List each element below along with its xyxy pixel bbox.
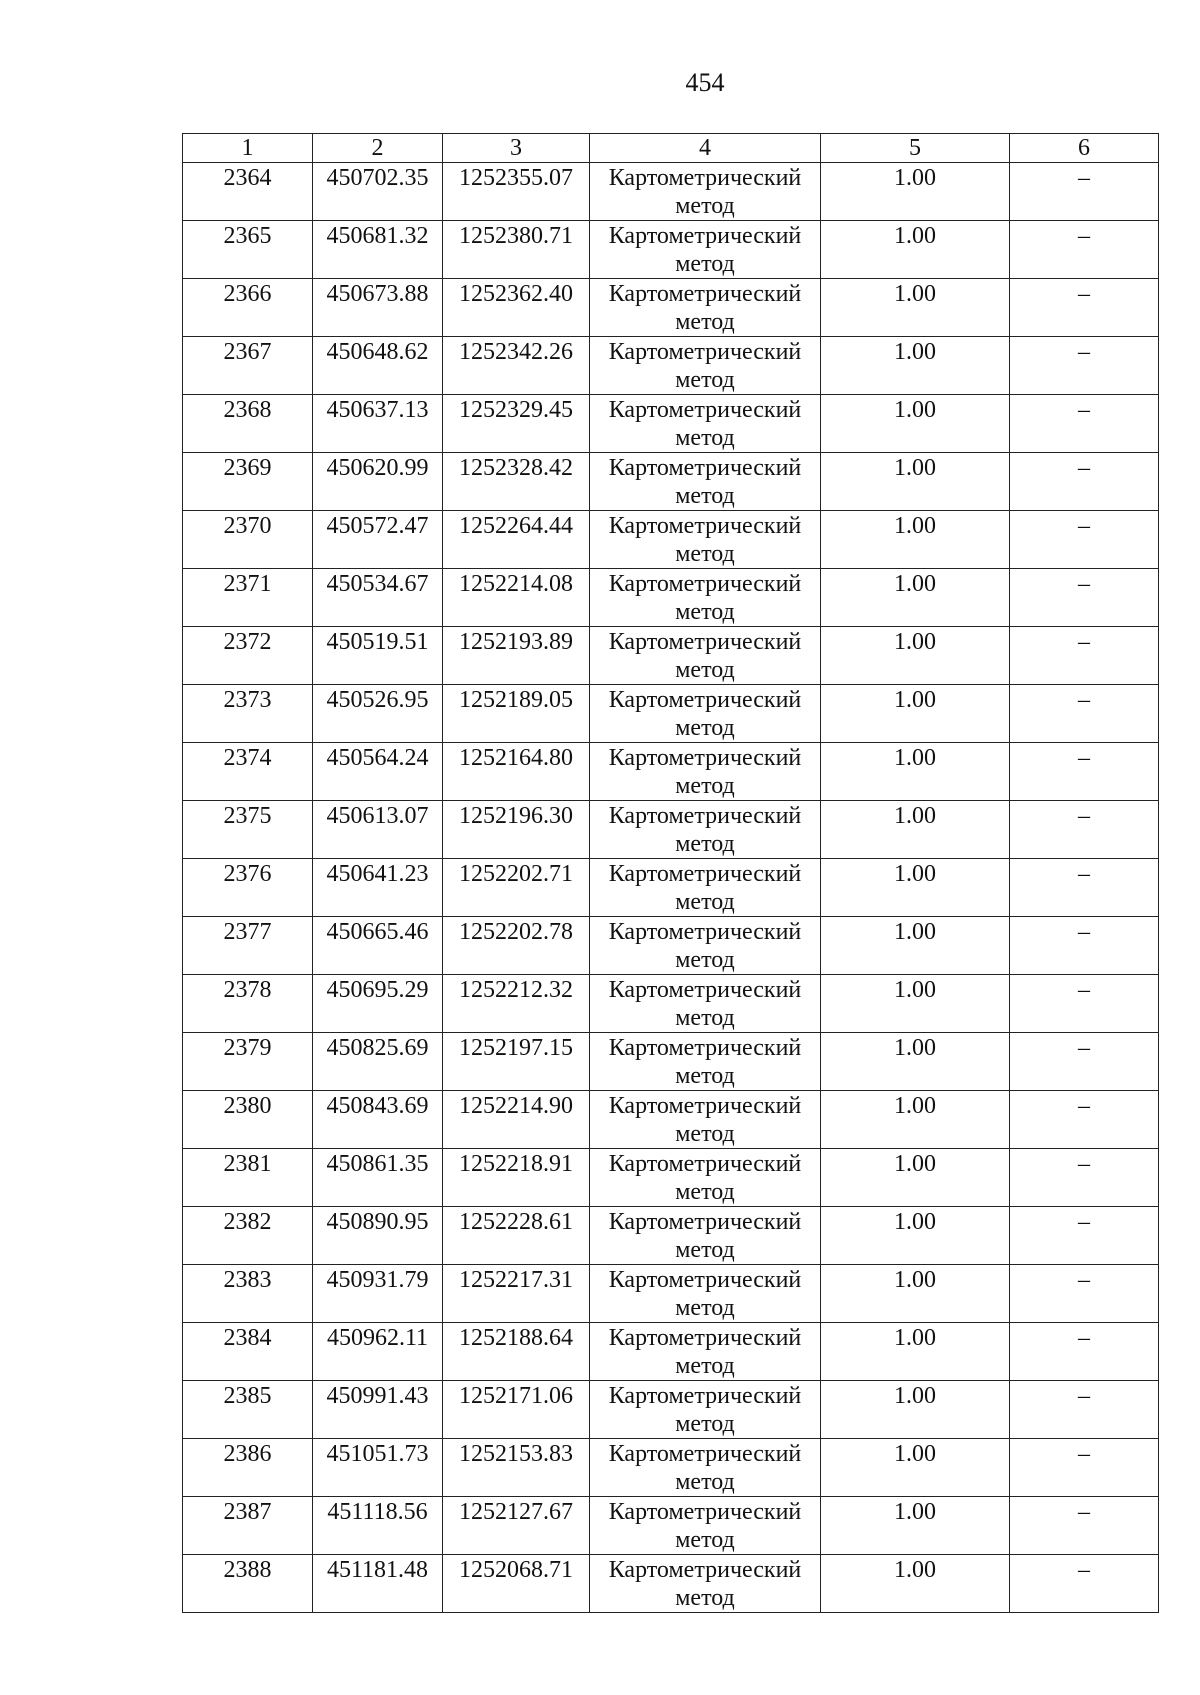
method-cell: Картометрический метод bbox=[590, 1207, 821, 1265]
accuracy-cell: 1.00 bbox=[821, 627, 1010, 685]
note-cell: – bbox=[1010, 163, 1159, 221]
accuracy-cell: 1.00 bbox=[821, 337, 1010, 395]
method-cell: Картометрический метод bbox=[590, 1149, 821, 1207]
x-coordinate-cell: 450564.24 bbox=[313, 743, 443, 801]
table-row bbox=[183, 163, 1159, 221]
accuracy-cell: 1.00 bbox=[821, 801, 1010, 859]
y-coordinate-cell: 1252218.91 bbox=[443, 1149, 590, 1207]
x-coordinate-cell: 450641.23 bbox=[313, 859, 443, 917]
x-coordinate-cell: 451118.56 bbox=[313, 1497, 443, 1555]
y-coordinate-cell: 1252196.30 bbox=[443, 801, 590, 859]
y-coordinate-cell: 1252171.06 bbox=[443, 1381, 590, 1439]
method-cell: Картометрический метод bbox=[590, 975, 821, 1033]
point-number-cell: 2375 bbox=[183, 801, 313, 859]
x-coordinate-cell: 450931.79 bbox=[313, 1265, 443, 1323]
note-cell: – bbox=[1010, 337, 1159, 395]
x-coordinate-cell: 450673.88 bbox=[313, 279, 443, 337]
note-cell: – bbox=[1010, 395, 1159, 453]
point-number-cell: 2374 bbox=[183, 743, 313, 801]
point-number-cell: 2382 bbox=[183, 1207, 313, 1265]
column-header: 5 bbox=[821, 134, 1010, 163]
page-number: 454 bbox=[685, 68, 725, 97]
point-number-cell: 2367 bbox=[183, 337, 313, 395]
note-cell: – bbox=[1010, 221, 1159, 279]
note-cell: – bbox=[1010, 1149, 1159, 1207]
note-cell: – bbox=[1010, 685, 1159, 743]
accuracy-cell: 1.00 bbox=[821, 395, 1010, 453]
note-cell: – bbox=[1010, 1497, 1159, 1555]
y-coordinate-cell: 1252380.71 bbox=[443, 221, 590, 279]
note-cell: – bbox=[1010, 279, 1159, 337]
accuracy-cell: 1.00 bbox=[821, 279, 1010, 337]
accuracy-cell: 1.00 bbox=[821, 1381, 1010, 1439]
table-row bbox=[183, 569, 1159, 627]
method-cell: Картометрический метод bbox=[590, 859, 821, 917]
y-coordinate-cell: 1252188.64 bbox=[443, 1323, 590, 1381]
method-cell: Картометрический метод bbox=[590, 511, 821, 569]
x-coordinate-cell: 450572.47 bbox=[313, 511, 443, 569]
table-row bbox=[183, 1439, 1159, 1497]
table-row bbox=[183, 1497, 1159, 1555]
table-row bbox=[183, 337, 1159, 395]
table-row bbox=[183, 221, 1159, 279]
y-coordinate-cell: 1252342.26 bbox=[443, 337, 590, 395]
method-cell: Картометрический метод bbox=[590, 1381, 821, 1439]
accuracy-cell: 1.00 bbox=[821, 975, 1010, 1033]
column-header: 1 bbox=[183, 134, 313, 163]
y-coordinate-cell: 1252153.83 bbox=[443, 1439, 590, 1497]
accuracy-cell: 1.00 bbox=[821, 743, 1010, 801]
x-coordinate-cell: 450648.62 bbox=[313, 337, 443, 395]
method-cell: Картометрический метод bbox=[590, 569, 821, 627]
table-header-row bbox=[183, 134, 1159, 163]
y-coordinate-cell: 1252228.61 bbox=[443, 1207, 590, 1265]
table-row bbox=[183, 511, 1159, 569]
accuracy-cell: 1.00 bbox=[821, 453, 1010, 511]
accuracy-cell: 1.00 bbox=[821, 1265, 1010, 1323]
accuracy-cell: 1.00 bbox=[821, 859, 1010, 917]
point-number-cell: 2372 bbox=[183, 627, 313, 685]
coordinates-table bbox=[182, 133, 1159, 1613]
table-row bbox=[183, 1265, 1159, 1323]
point-number-cell: 2370 bbox=[183, 511, 313, 569]
point-number-cell: 2383 bbox=[183, 1265, 313, 1323]
y-coordinate-cell: 1252264.44 bbox=[443, 511, 590, 569]
note-cell: – bbox=[1010, 1207, 1159, 1265]
y-coordinate-cell: 1252202.78 bbox=[443, 917, 590, 975]
note-cell: – bbox=[1010, 1555, 1159, 1613]
table-row bbox=[183, 801, 1159, 859]
point-number-cell: 2369 bbox=[183, 453, 313, 511]
point-number-cell: 2381 bbox=[183, 1149, 313, 1207]
column-header: 3 bbox=[443, 134, 590, 163]
y-coordinate-cell: 1252214.90 bbox=[443, 1091, 590, 1149]
point-number-cell: 2371 bbox=[183, 569, 313, 627]
method-cell: Картометрический метод bbox=[590, 743, 821, 801]
method-cell: Картометрический метод bbox=[590, 1555, 821, 1613]
point-number-cell: 2365 bbox=[183, 221, 313, 279]
y-coordinate-cell: 1252328.42 bbox=[443, 453, 590, 511]
method-cell: Картометрический метод bbox=[590, 163, 821, 221]
method-cell: Картометрический метод bbox=[590, 1091, 821, 1149]
accuracy-cell: 1.00 bbox=[821, 163, 1010, 221]
y-coordinate-cell: 1252362.40 bbox=[443, 279, 590, 337]
y-coordinate-cell: 1252214.08 bbox=[443, 569, 590, 627]
method-cell: Картометрический метод bbox=[590, 1265, 821, 1323]
point-number-cell: 2378 bbox=[183, 975, 313, 1033]
accuracy-cell: 1.00 bbox=[821, 1497, 1010, 1555]
x-coordinate-cell: 451181.48 bbox=[313, 1555, 443, 1613]
accuracy-cell: 1.00 bbox=[821, 569, 1010, 627]
point-number-cell: 2379 bbox=[183, 1033, 313, 1091]
accuracy-cell: 1.00 bbox=[821, 1323, 1010, 1381]
accuracy-cell: 1.00 bbox=[821, 685, 1010, 743]
method-cell: Картометрический метод bbox=[590, 685, 821, 743]
note-cell: – bbox=[1010, 859, 1159, 917]
accuracy-cell: 1.00 bbox=[821, 511, 1010, 569]
x-coordinate-cell: 450843.69 bbox=[313, 1091, 443, 1149]
point-number-cell: 2386 bbox=[183, 1439, 313, 1497]
x-coordinate-cell: 451051.73 bbox=[313, 1439, 443, 1497]
point-number-cell: 2385 bbox=[183, 1381, 313, 1439]
method-cell: Картометрический метод bbox=[590, 1497, 821, 1555]
method-cell: Картометрический метод bbox=[590, 917, 821, 975]
point-number-cell: 2387 bbox=[183, 1497, 313, 1555]
note-cell: – bbox=[1010, 569, 1159, 627]
note-cell: – bbox=[1010, 743, 1159, 801]
note-cell: – bbox=[1010, 1033, 1159, 1091]
note-cell: – bbox=[1010, 975, 1159, 1033]
column-header: 6 bbox=[1010, 134, 1159, 163]
method-cell: Картометрический метод bbox=[590, 627, 821, 685]
point-number-cell: 2366 bbox=[183, 279, 313, 337]
accuracy-cell: 1.00 bbox=[821, 1091, 1010, 1149]
method-cell: Картометрический метод bbox=[590, 1033, 821, 1091]
table-row bbox=[183, 453, 1159, 511]
note-cell: – bbox=[1010, 801, 1159, 859]
x-coordinate-cell: 450695.29 bbox=[313, 975, 443, 1033]
table-row bbox=[183, 395, 1159, 453]
column-header: 2 bbox=[313, 134, 443, 163]
x-coordinate-cell: 450991.43 bbox=[313, 1381, 443, 1439]
point-number-cell: 2380 bbox=[183, 1091, 313, 1149]
table-row bbox=[183, 1149, 1159, 1207]
y-coordinate-cell: 1252068.71 bbox=[443, 1555, 590, 1613]
column-header: 4 bbox=[590, 134, 821, 163]
method-cell: Картометрический метод bbox=[590, 1323, 821, 1381]
point-number-cell: 2364 bbox=[183, 163, 313, 221]
method-cell: Картометрический метод bbox=[590, 395, 821, 453]
table-row bbox=[183, 975, 1159, 1033]
method-cell: Картометрический метод bbox=[590, 337, 821, 395]
x-coordinate-cell: 450681.32 bbox=[313, 221, 443, 279]
y-coordinate-cell: 1252217.31 bbox=[443, 1265, 590, 1323]
accuracy-cell: 1.00 bbox=[821, 221, 1010, 279]
point-number-cell: 2368 bbox=[183, 395, 313, 453]
x-coordinate-cell: 450534.67 bbox=[313, 569, 443, 627]
y-coordinate-cell: 1252197.15 bbox=[443, 1033, 590, 1091]
y-coordinate-cell: 1252212.32 bbox=[443, 975, 590, 1033]
method-cell: Картометрический метод bbox=[590, 279, 821, 337]
y-coordinate-cell: 1252127.67 bbox=[443, 1497, 590, 1555]
note-cell: – bbox=[1010, 511, 1159, 569]
table-row bbox=[183, 1323, 1159, 1381]
table-row bbox=[183, 1033, 1159, 1091]
note-cell: – bbox=[1010, 453, 1159, 511]
method-cell: Картометрический метод bbox=[590, 801, 821, 859]
x-coordinate-cell: 450620.99 bbox=[313, 453, 443, 511]
table-row bbox=[183, 685, 1159, 743]
table-row bbox=[183, 627, 1159, 685]
y-coordinate-cell: 1252355.07 bbox=[443, 163, 590, 221]
y-coordinate-cell: 1252193.89 bbox=[443, 627, 590, 685]
accuracy-cell: 1.00 bbox=[821, 1439, 1010, 1497]
note-cell: – bbox=[1010, 1323, 1159, 1381]
table-row bbox=[183, 917, 1159, 975]
accuracy-cell: 1.00 bbox=[821, 917, 1010, 975]
x-coordinate-cell: 450665.46 bbox=[313, 917, 443, 975]
x-coordinate-cell: 450526.95 bbox=[313, 685, 443, 743]
x-coordinate-cell: 450702.35 bbox=[313, 163, 443, 221]
point-number-cell: 2388 bbox=[183, 1555, 313, 1613]
table-row bbox=[183, 1207, 1159, 1265]
note-cell: – bbox=[1010, 1381, 1159, 1439]
table-row bbox=[183, 1091, 1159, 1149]
x-coordinate-cell: 450890.95 bbox=[313, 1207, 443, 1265]
table-row bbox=[183, 1381, 1159, 1439]
table-body bbox=[183, 163, 1159, 1613]
point-number-cell: 2377 bbox=[183, 917, 313, 975]
table-row bbox=[183, 743, 1159, 801]
y-coordinate-cell: 1252164.80 bbox=[443, 743, 590, 801]
accuracy-cell: 1.00 bbox=[821, 1033, 1010, 1091]
accuracy-cell: 1.00 bbox=[821, 1207, 1010, 1265]
note-cell: – bbox=[1010, 627, 1159, 685]
y-coordinate-cell: 1252189.05 bbox=[443, 685, 590, 743]
table-row bbox=[183, 279, 1159, 337]
method-cell: Картометрический метод bbox=[590, 221, 821, 279]
method-cell: Картометрический метод bbox=[590, 453, 821, 511]
table-row bbox=[183, 859, 1159, 917]
point-number-cell: 2373 bbox=[183, 685, 313, 743]
x-coordinate-cell: 450825.69 bbox=[313, 1033, 443, 1091]
point-number-cell: 2384 bbox=[183, 1323, 313, 1381]
y-coordinate-cell: 1252202.71 bbox=[443, 859, 590, 917]
note-cell: – bbox=[1010, 917, 1159, 975]
note-cell: – bbox=[1010, 1091, 1159, 1149]
accuracy-cell: 1.00 bbox=[821, 1149, 1010, 1207]
x-coordinate-cell: 450519.51 bbox=[313, 627, 443, 685]
x-coordinate-cell: 450637.13 bbox=[313, 395, 443, 453]
x-coordinate-cell: 450613.07 bbox=[313, 801, 443, 859]
method-cell: Картометрический метод bbox=[590, 1439, 821, 1497]
y-coordinate-cell: 1252329.45 bbox=[443, 395, 590, 453]
accuracy-cell: 1.00 bbox=[821, 1555, 1010, 1613]
point-number-cell: 2376 bbox=[183, 859, 313, 917]
x-coordinate-cell: 450962.11 bbox=[313, 1323, 443, 1381]
table-row bbox=[183, 1555, 1159, 1613]
note-cell: – bbox=[1010, 1439, 1159, 1497]
x-coordinate-cell: 450861.35 bbox=[313, 1149, 443, 1207]
note-cell: – bbox=[1010, 1265, 1159, 1323]
